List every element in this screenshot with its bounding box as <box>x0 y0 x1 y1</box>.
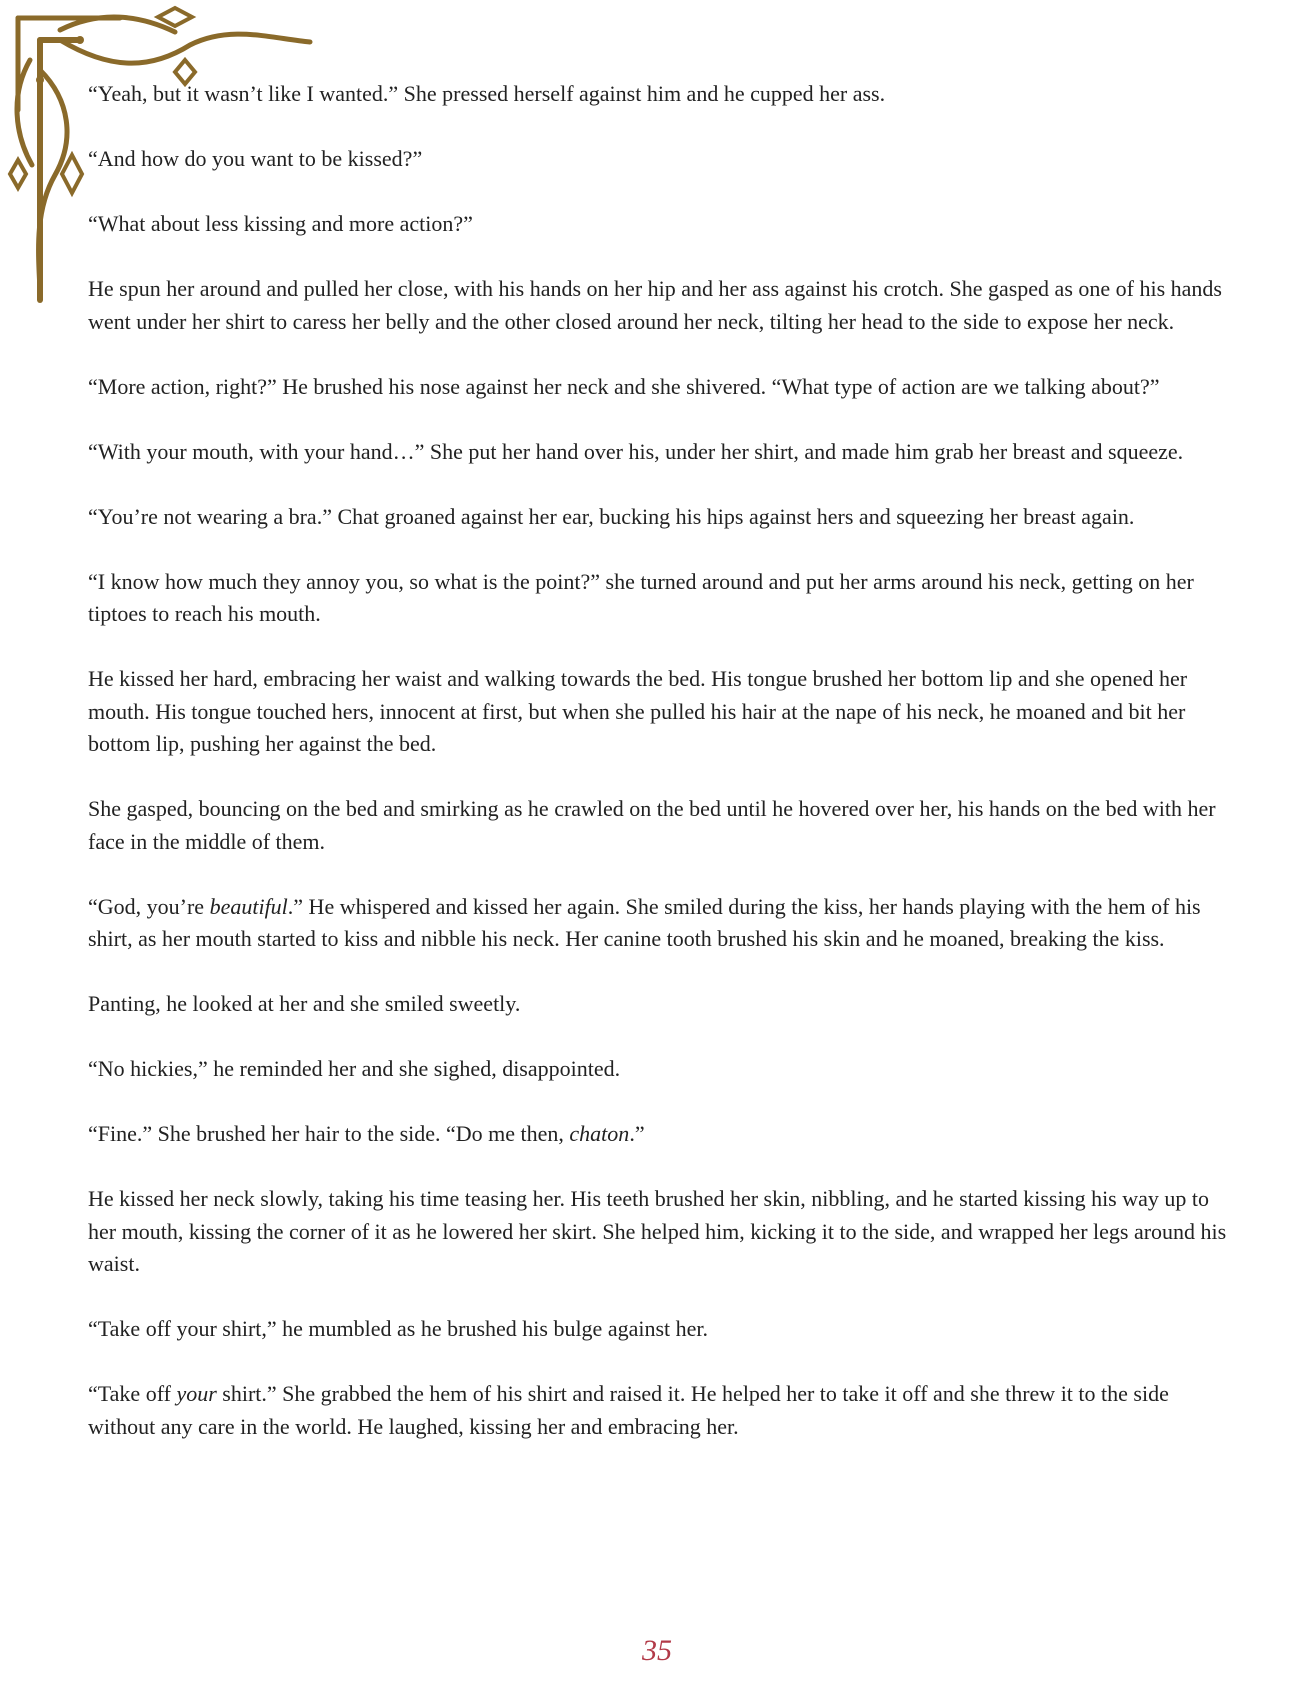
paragraph <box>88 1053 1228 1086</box>
paragraph <box>88 208 1228 241</box>
paragraph <box>88 436 1228 469</box>
text-run: “And how do you want to be kissed?” <box>88 146 423 171</box>
text-run: “With your mouth, with your hand…” She put her hand over his, under her shirt, and made him grab her breast and squeeze. <box>88 438 1184 464</box>
page-number: 35 <box>642 1634 672 1667</box>
paragraph <box>88 1118 1228 1151</box>
text-run: “I know how much they annoy you, so what is the point?” she turned around and put her arms around his neck, getting on her tiptoes to reach his mouth. <box>88 568 1194 626</box>
paragraph <box>88 1183 1228 1281</box>
italic-run: beautiful <box>209 893 288 919</box>
paragraph <box>88 1378 1228 1443</box>
text-run: .” He whispered and kissed her again. She smiled during the kiss, her hands playing with the hem of his shirt, as her mouth started to kiss and nibble his neck. Her canine tooth brushed his skin and he moaned, breaking the kiss. <box>88 893 1201 951</box>
paragraph <box>88 371 1228 404</box>
paragraph <box>88 891 1228 956</box>
paragraph <box>88 988 1228 1021</box>
italic-run: chaton <box>569 1121 630 1146</box>
paragraph <box>88 143 1228 176</box>
text-run: “Fine.” She brushed her hair to the side. “Do me then, <box>88 1121 570 1146</box>
italic-run: your <box>176 1381 217 1406</box>
text-run: “Take off <box>88 1381 177 1406</box>
text-run: “Yeah, but it wasn’t like I wanted.” She pressed herself against him and he cupped her ass. <box>88 81 886 106</box>
paragraph <box>88 1313 1228 1346</box>
text-run: “Take off your shirt,” he mumbled as he brushed his bulge against her. <box>88 1316 709 1341</box>
text-run: She gasped, bouncing on the bed and smirking as he crawled on the bed until he hovered over her, his hands on the bed with her face in the middle of them. <box>88 796 1216 854</box>
text-run: He kissed her neck slowly, taking his time teasing her. His teeth brushed her skin, nibbling, and he started kissing his way up to her mouth, kissing the corner of it as he lowered her skirt. She helped him, kicking it to the side, and wrapped her legs around his waist. <box>88 1186 1227 1276</box>
text-run: He spun her around and pulled her close, with his hands on her hip and her ass against his crotch. She gasped as one of his hands went under her shirt to caress her belly and the other closed around her neck, tilting her head to the side to expose her neck. <box>88 276 1222 334</box>
text-run: He kissed her hard, embracing her waist and walking towards the bed. His tongue brushed her bottom lip and she opened her mouth. His tongue touched hers, innocent at first, but when she pulled his hair at the nape of his neck, he moaned and bit her bottom lip, pushing her against the bed. <box>88 666 1188 756</box>
paragraph <box>88 793 1228 858</box>
text-run: “More action, right?” He brushed his nose against her neck and she shivered. “What type of action are we talking about?” <box>88 373 1160 399</box>
body-text <box>88 78 1228 1443</box>
text-run: “God, you’re <box>88 893 210 919</box>
paragraph <box>88 273 1228 338</box>
text-run: shirt.” She grabbed the hem of his shirt and raised it. He helped her to take it off and she threw it to the side without any care in the world. He laughed, kissing her and embracing her. <box>88 1381 1169 1439</box>
paragraph <box>88 566 1228 631</box>
text-run: Panting, he looked at her and she smiled sweetly. <box>88 991 521 1016</box>
text-run: “What about less kissing and more action?” <box>88 211 473 236</box>
paragraph <box>88 501 1228 534</box>
text-run: “You’re not wearing a bra.” Chat groaned against her ear, bucking his hips against hers and squeezing her breast again. <box>88 503 1135 529</box>
paragraph <box>88 663 1228 761</box>
paragraph <box>88 78 1228 111</box>
text-run: “No hickies,” he reminded her and she sighed, disappointed. <box>88 1056 621 1081</box>
text-run: .” <box>629 1121 645 1146</box>
